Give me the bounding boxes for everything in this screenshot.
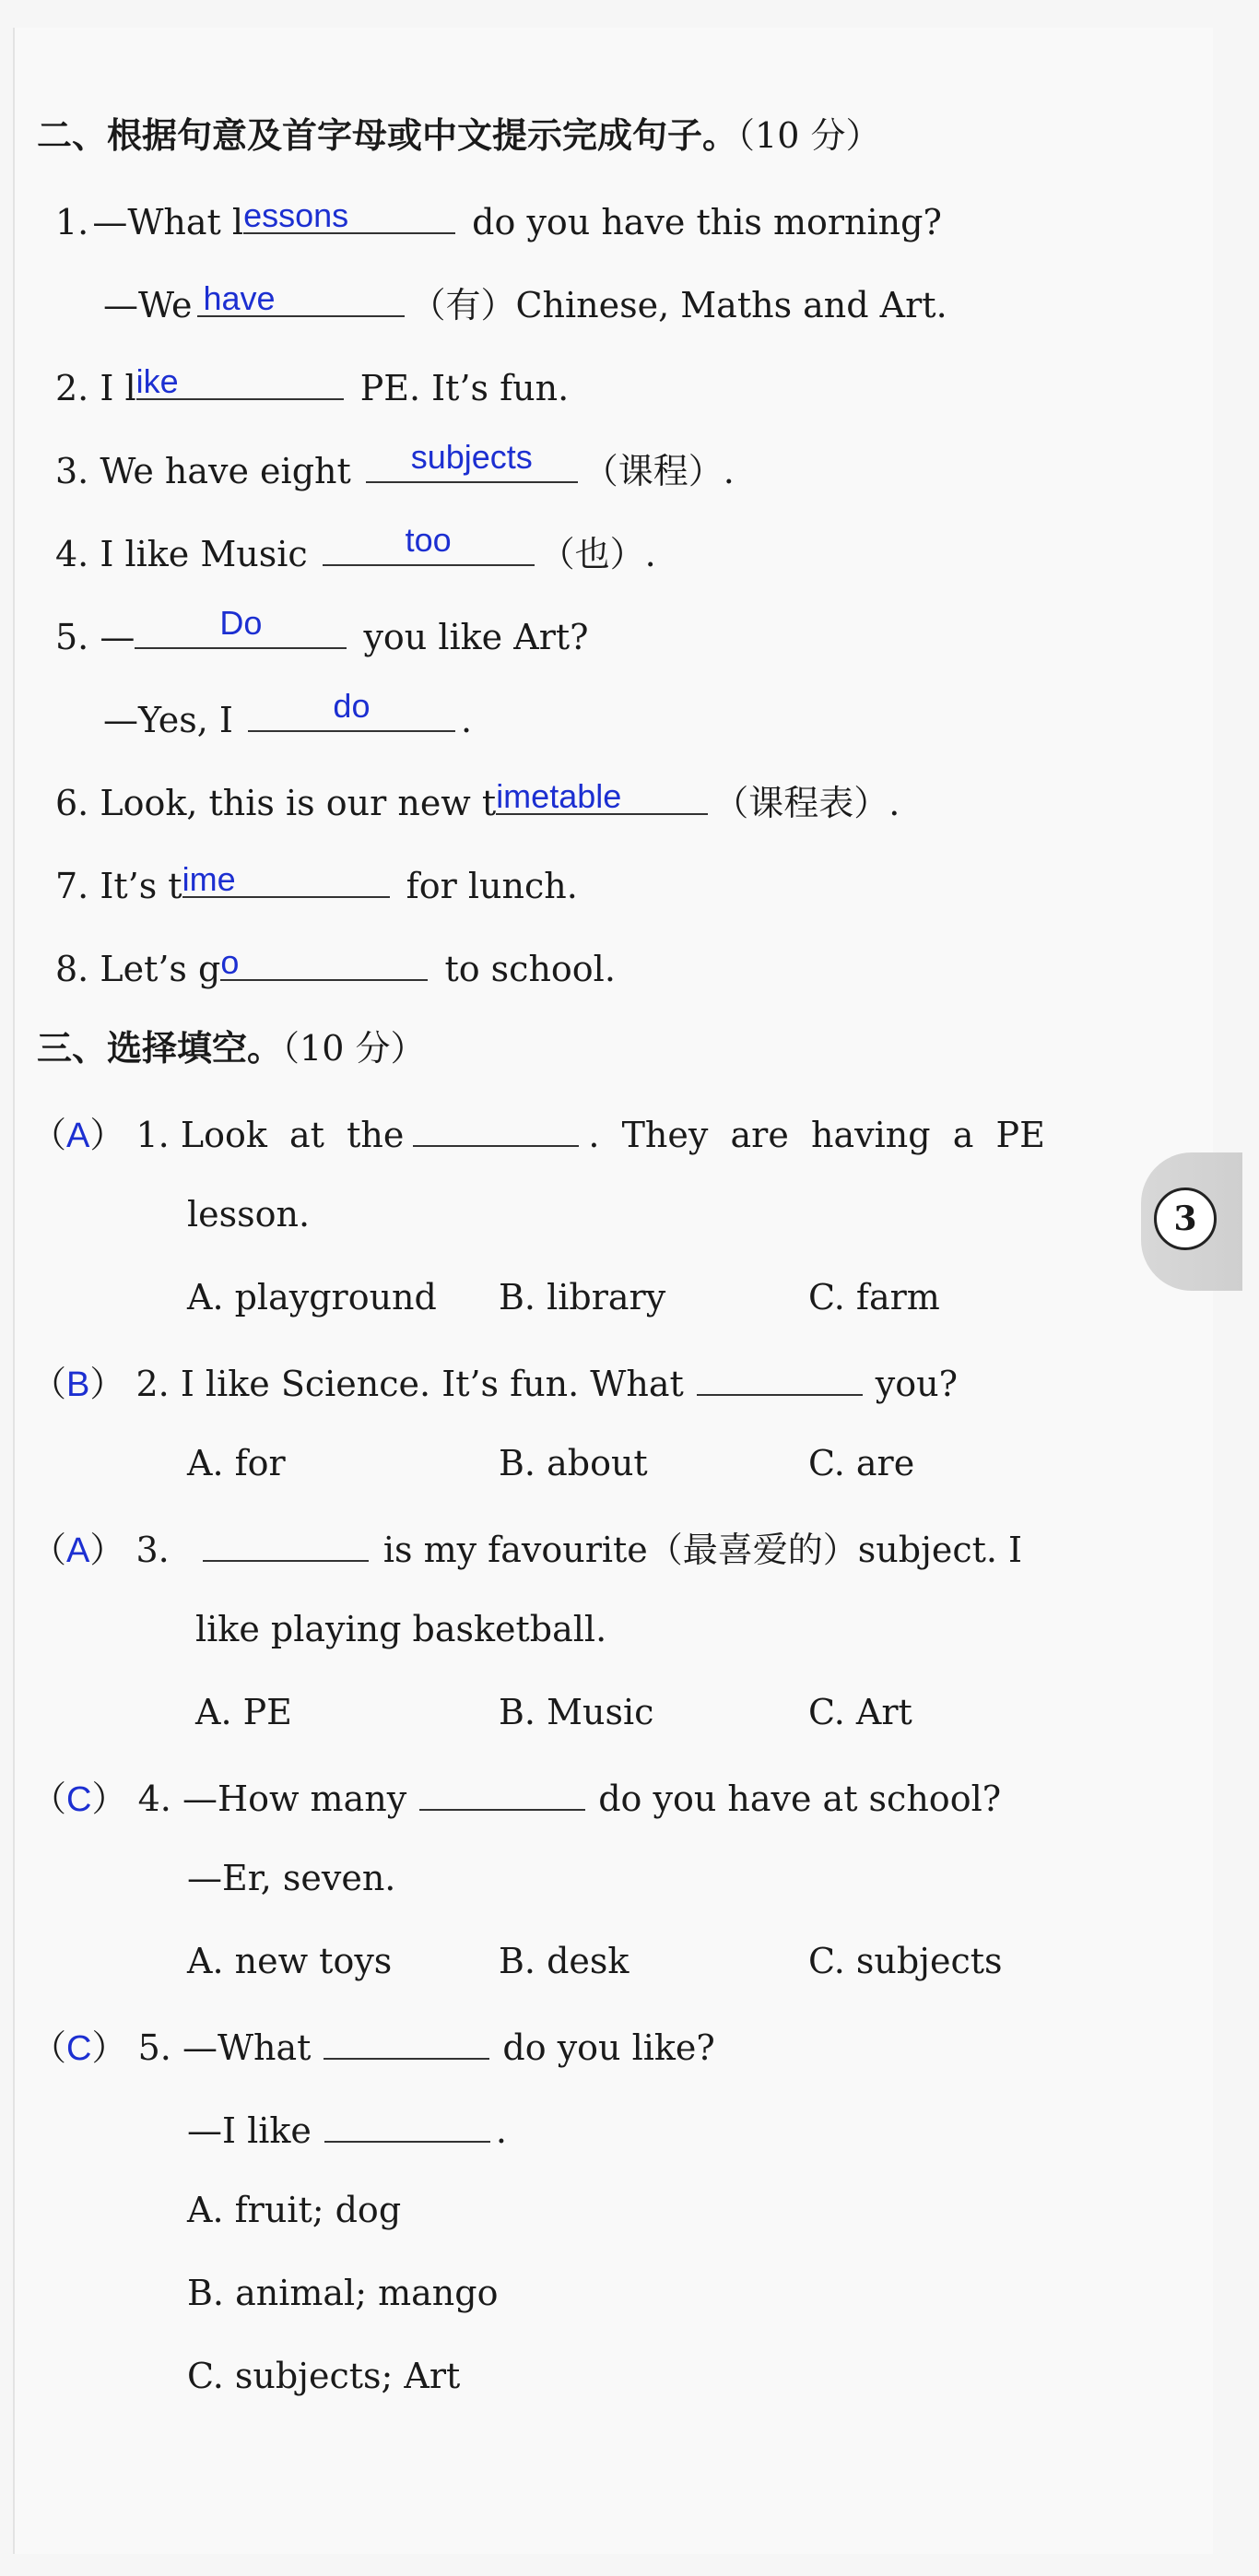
answer-blank[interactable] <box>220 942 428 981</box>
s2-item-8 <box>55 942 616 992</box>
s2-item-2 <box>55 361 569 411</box>
item-pre-text: — <box>100 617 135 657</box>
item-number: 7. <box>55 866 89 906</box>
answer-blank[interactable] <box>323 521 535 566</box>
handwritten-answer: o <box>220 943 240 981</box>
selected-choice: A <box>66 1531 90 1570</box>
selected-choice: C <box>66 1780 92 1819</box>
item-post-text: （课程）. <box>582 451 735 491</box>
handwritten-answer: do <box>333 687 371 725</box>
question-number: 3. <box>135 1530 170 1570</box>
question-pre-text: I like Science. It’s fun. What <box>180 1364 684 1404</box>
item-pre-text: We have eight <box>100 451 351 491</box>
item-pre-text: I like Music <box>100 534 308 574</box>
answer-blank[interactable] <box>248 687 455 732</box>
s2-item-1b <box>103 278 947 328</box>
s2-item-5 <box>55 604 589 660</box>
item-number: 6. <box>55 783 89 823</box>
selected-choice: A <box>66 1117 90 1155</box>
item-pre-text: —What l <box>92 202 244 242</box>
s3-question-1-line2: lesson. <box>187 1194 311 1235</box>
section3-points: （10 分） <box>282 1028 426 1069</box>
item-post-text: PE. It’s fun. <box>359 368 570 408</box>
s3-question-4: （C） 4. —How many do you have at school? <box>31 1772 1001 1823</box>
option-c[interactable]: C. subjects <box>808 1941 1003 1981</box>
handwritten-answer: Do <box>219 604 263 642</box>
s2-item-5b <box>103 687 473 743</box>
s2-item-4 <box>55 521 656 577</box>
selected-choice: B <box>66 1365 90 1404</box>
answer-blank[interactable] <box>136 361 344 400</box>
answer-blank[interactable] <box>366 438 578 483</box>
option-a[interactable]: A. new toys <box>187 1941 393 1981</box>
item-pre-text: —Yes, I <box>103 700 233 740</box>
item-number: 5. <box>55 617 89 657</box>
s3-question-4-line2: —Er, seven. <box>187 1858 396 1898</box>
question-pre-text: —I like <box>187 2110 312 2151</box>
question-blank[interactable] <box>324 2021 489 2060</box>
section2-points: （10 分） <box>737 115 881 156</box>
item-post-text: （有）Chinese, Maths and Art. <box>410 285 947 325</box>
item-post-text: for lunch. <box>406 866 578 906</box>
option-b[interactable]: B. library <box>499 1277 666 1318</box>
handwritten-answer: have <box>203 279 276 317</box>
item-pre-text: Let’s g <box>100 949 221 989</box>
question-post-text: do you have at school? <box>598 1778 1002 1819</box>
section3-title: 三、选择填空。 <box>37 1028 283 1069</box>
answer-blank[interactable] <box>135 604 347 649</box>
item-pre-text: —We <box>103 285 193 325</box>
answer-blank[interactable] <box>197 278 405 317</box>
option-a[interactable]: A. for <box>187 1443 286 1483</box>
item-post-text: do you have this morning? <box>472 202 942 242</box>
s3-question-5-line2 <box>187 2104 507 2154</box>
item-pre-text: It’s t <box>100 866 182 906</box>
question-number: 1. <box>135 1115 170 1155</box>
option-b[interactable]: B. Music <box>499 1692 654 1732</box>
question-blank[interactable] <box>419 1772 585 1811</box>
question-number: 2. <box>135 1364 170 1404</box>
handwritten-answer: imetable <box>496 777 622 815</box>
question-blank[interactable] <box>203 1523 369 1562</box>
answer-blank[interactable] <box>182 859 390 898</box>
item-number: 8. <box>55 949 89 989</box>
item-post-text: you like Art? <box>363 617 589 657</box>
selected-choice: C <box>66 2029 92 2068</box>
answer-blank[interactable] <box>243 195 455 234</box>
section2-title: 二、根据句意及首字母或中文提示完成句子。 <box>37 115 738 156</box>
section3-heading <box>37 1025 425 1071</box>
question-blank[interactable] <box>324 2104 490 2143</box>
s3-question-1: （A） 1. Look at the . They are having a PE <box>31 1108 1045 1159</box>
question-blank[interactable] <box>697 1357 863 1396</box>
question-post-text: do you like? <box>502 2027 715 2068</box>
s3-question-3: （A） 3. is my favourite（最喜爱的）subject. I <box>31 1523 1022 1574</box>
s3-question-2: （B） 2. I like Science. It’s fun. What you? <box>31 1357 958 1408</box>
handwritten-answer: ike <box>135 362 179 400</box>
handwritten-answer: essons <box>243 196 349 234</box>
question-post-text: . They are having a PE <box>588 1115 1045 1155</box>
handwritten-answer: too <box>405 521 452 559</box>
item-post-text: （也）. <box>539 534 656 574</box>
item-post-text: （课程表）. <box>713 783 900 823</box>
s2-item-7 <box>55 859 578 909</box>
item-number: 4. <box>55 534 89 574</box>
question-post-text: is my favourite（最喜爱的）subject. I <box>382 1530 1023 1570</box>
item-pre-text: I l <box>100 368 136 408</box>
s2-item-1 <box>55 195 942 245</box>
question-post-text: you? <box>875 1364 958 1404</box>
item-post-text: to school. <box>444 949 616 989</box>
question-blank[interactable] <box>413 1108 579 1147</box>
question-post-text: . <box>495 2110 508 2151</box>
option-b[interactable]: B. animal; mango <box>187 2273 499 2313</box>
item-number: 3. <box>55 451 89 491</box>
option-c[interactable]: C. are <box>808 1443 915 1483</box>
option-c[interactable]: C. farm <box>808 1277 940 1318</box>
s2-item-3 <box>55 438 735 494</box>
page-number-badge: 3 <box>1154 1188 1217 1250</box>
item-number: 2. <box>55 368 89 408</box>
answer-blank[interactable] <box>496 776 708 815</box>
s3-question-5: （C） 5. —What do you like? <box>31 2021 715 2072</box>
handwritten-answer: ime <box>182 860 236 898</box>
question-pre-text: —What <box>182 2027 312 2068</box>
item-pre-text: Look, this is our new t <box>100 783 497 823</box>
question-number: 5. <box>137 2027 171 2068</box>
item-number: 1. <box>55 202 89 242</box>
item-post-text: . <box>460 700 473 740</box>
s2-item-6 <box>55 776 900 826</box>
option-c[interactable]: C. Art <box>808 1692 912 1732</box>
question-number: 4. <box>137 1778 171 1819</box>
option-a[interactable]: A. playground <box>187 1277 437 1318</box>
handwritten-answer: subjects <box>410 438 533 476</box>
question-pre-text: —How many <box>182 1778 407 1819</box>
option-b[interactable]: B. about <box>499 1443 648 1483</box>
option-c[interactable]: C. subjects; Art <box>187 2356 461 2396</box>
s3-question-3-line2: like playing basketball. <box>195 1609 607 1649</box>
question-pre-text: Look at the <box>180 1115 405 1155</box>
option-a[interactable]: A. PE <box>195 1692 292 1732</box>
section2-heading <box>37 112 880 159</box>
option-b[interactable]: B. desk <box>499 1941 630 1981</box>
option-a[interactable]: A. fruit; dog <box>187 2190 402 2230</box>
